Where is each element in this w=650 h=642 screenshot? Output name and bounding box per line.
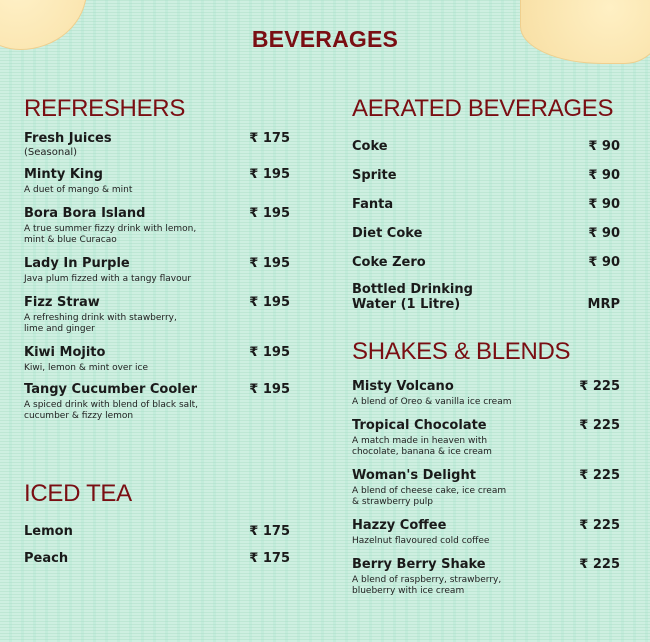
item-price: ₹ 175 bbox=[249, 524, 290, 539]
item-name: Tangy Cucumber Cooler bbox=[24, 382, 197, 397]
menu-item bbox=[352, 468, 620, 508]
item-price: ₹ 225 bbox=[579, 468, 620, 483]
item-name-line2: Water (1 Litre) bbox=[352, 297, 461, 312]
menu-item bbox=[352, 557, 620, 597]
item-name: Lemon bbox=[24, 524, 73, 539]
item-name: Coke Zero bbox=[352, 255, 426, 270]
section-aerated-beverages bbox=[352, 95, 620, 312]
item-description: A refreshing drink with stawberry, lime and ginger bbox=[24, 313, 177, 334]
item-price: ₹ 195 bbox=[249, 345, 290, 360]
item-price: ₹ 225 bbox=[579, 557, 620, 572]
item-description: A blend of raspberry, strawberry, blueberry with ice cream bbox=[352, 575, 502, 596]
item-name: Fizz Straw bbox=[24, 295, 100, 310]
menu-item bbox=[24, 256, 290, 285]
item-name: Berry Berry Shake bbox=[352, 557, 486, 572]
item-price: ₹ 195 bbox=[249, 295, 290, 310]
item-description: A blend of cheese cake, ice cream & strawberry pulp bbox=[352, 486, 507, 507]
item-price: ₹ 195 bbox=[249, 382, 290, 397]
item-price: ₹ 225 bbox=[579, 418, 620, 433]
item-name: Hazzy Coffee bbox=[352, 518, 447, 533]
section-heading-refreshers: REFRESHERS bbox=[24, 95, 186, 122]
item-price: ₹ 175 bbox=[249, 131, 290, 146]
item-name-line1: Bottled Drinking bbox=[352, 282, 473, 297]
menu-item bbox=[352, 226, 620, 241]
item-description: A blend of Oreo & vanilla ice cream bbox=[352, 397, 512, 407]
item-price: ₹ 90 bbox=[588, 139, 620, 154]
item-price: ₹ 90 bbox=[588, 255, 620, 270]
item-name bbox=[352, 282, 473, 312]
item-description: A match made in heaven with chocolate, banana & ice cream bbox=[352, 436, 492, 457]
item-price: ₹ 175 bbox=[249, 551, 290, 566]
item-name: Diet Coke bbox=[352, 226, 423, 241]
menu-item bbox=[352, 139, 620, 154]
item-name: Lady In Purple bbox=[24, 256, 130, 271]
item-name: Coke bbox=[352, 139, 388, 154]
menu-item bbox=[24, 295, 290, 335]
menu-item bbox=[352, 168, 620, 183]
item-name: Kiwi Mojito bbox=[24, 345, 106, 360]
item-price: MRP bbox=[587, 297, 620, 312]
section-iced-tea bbox=[24, 480, 290, 576]
item-price: ₹ 195 bbox=[249, 256, 290, 271]
menu-item bbox=[352, 282, 620, 312]
item-name: Fresh Juices bbox=[24, 131, 112, 146]
menu-item bbox=[352, 379, 620, 408]
section-shakes-blends bbox=[352, 338, 620, 607]
item-name: Bora Bora Island bbox=[24, 206, 146, 221]
menu-item bbox=[24, 167, 290, 196]
menu-item bbox=[24, 206, 290, 246]
section-heading-iced-tea: ICED TEA bbox=[24, 480, 132, 507]
item-description: Hazelnut flavoured cold coffee bbox=[352, 536, 490, 546]
item-description: A spiced drink with blend of black salt, cucumber & fizzy lemon bbox=[24, 400, 199, 421]
section-heading-shakes: SHAKES & BLENDS bbox=[352, 338, 571, 365]
page-title: BEVERAGES bbox=[251, 26, 399, 52]
item-name: Fanta bbox=[352, 197, 394, 212]
left-column bbox=[24, 95, 290, 566]
section-heading-aerated: AERATED BEVERAGES bbox=[352, 95, 614, 122]
item-price: ₹ 90 bbox=[588, 168, 620, 183]
menu-item bbox=[24, 345, 290, 374]
menu-item bbox=[352, 418, 620, 458]
item-price: ₹ 90 bbox=[588, 197, 620, 212]
right-column bbox=[352, 95, 620, 596]
menu-item bbox=[24, 551, 290, 566]
item-price: ₹ 195 bbox=[249, 206, 290, 221]
item-price: ₹ 195 bbox=[249, 167, 290, 182]
item-price: ₹ 90 bbox=[588, 226, 620, 241]
item-price: ₹ 225 bbox=[579, 379, 620, 394]
item-name: Tropical Chocolate bbox=[352, 418, 487, 433]
item-name: Misty Volcano bbox=[352, 379, 454, 394]
item-description: A true summer fizzy drink with lemon, mint & blue Curacao bbox=[24, 224, 197, 245]
item-name: Peach bbox=[24, 551, 69, 566]
menu-item bbox=[352, 197, 620, 212]
item-description: Kiwi, lemon & mint over ice bbox=[24, 363, 149, 373]
menu-item bbox=[24, 524, 290, 539]
menu-item bbox=[24, 131, 290, 158]
item-name: Woman's Delight bbox=[352, 468, 476, 483]
item-description: A duet of mango & mint bbox=[24, 185, 133, 195]
item-description: (Seasonal) bbox=[24, 147, 78, 158]
section-refreshers bbox=[24, 95, 290, 422]
item-name: Sprite bbox=[352, 168, 397, 183]
item-description: Java plum fizzed with a tangy flavour bbox=[24, 274, 192, 284]
item-name: Minty King bbox=[24, 167, 103, 182]
item-price: ₹ 225 bbox=[579, 518, 620, 533]
menu-item bbox=[24, 382, 290, 422]
menu-item bbox=[352, 255, 620, 270]
menu-item bbox=[352, 518, 620, 547]
